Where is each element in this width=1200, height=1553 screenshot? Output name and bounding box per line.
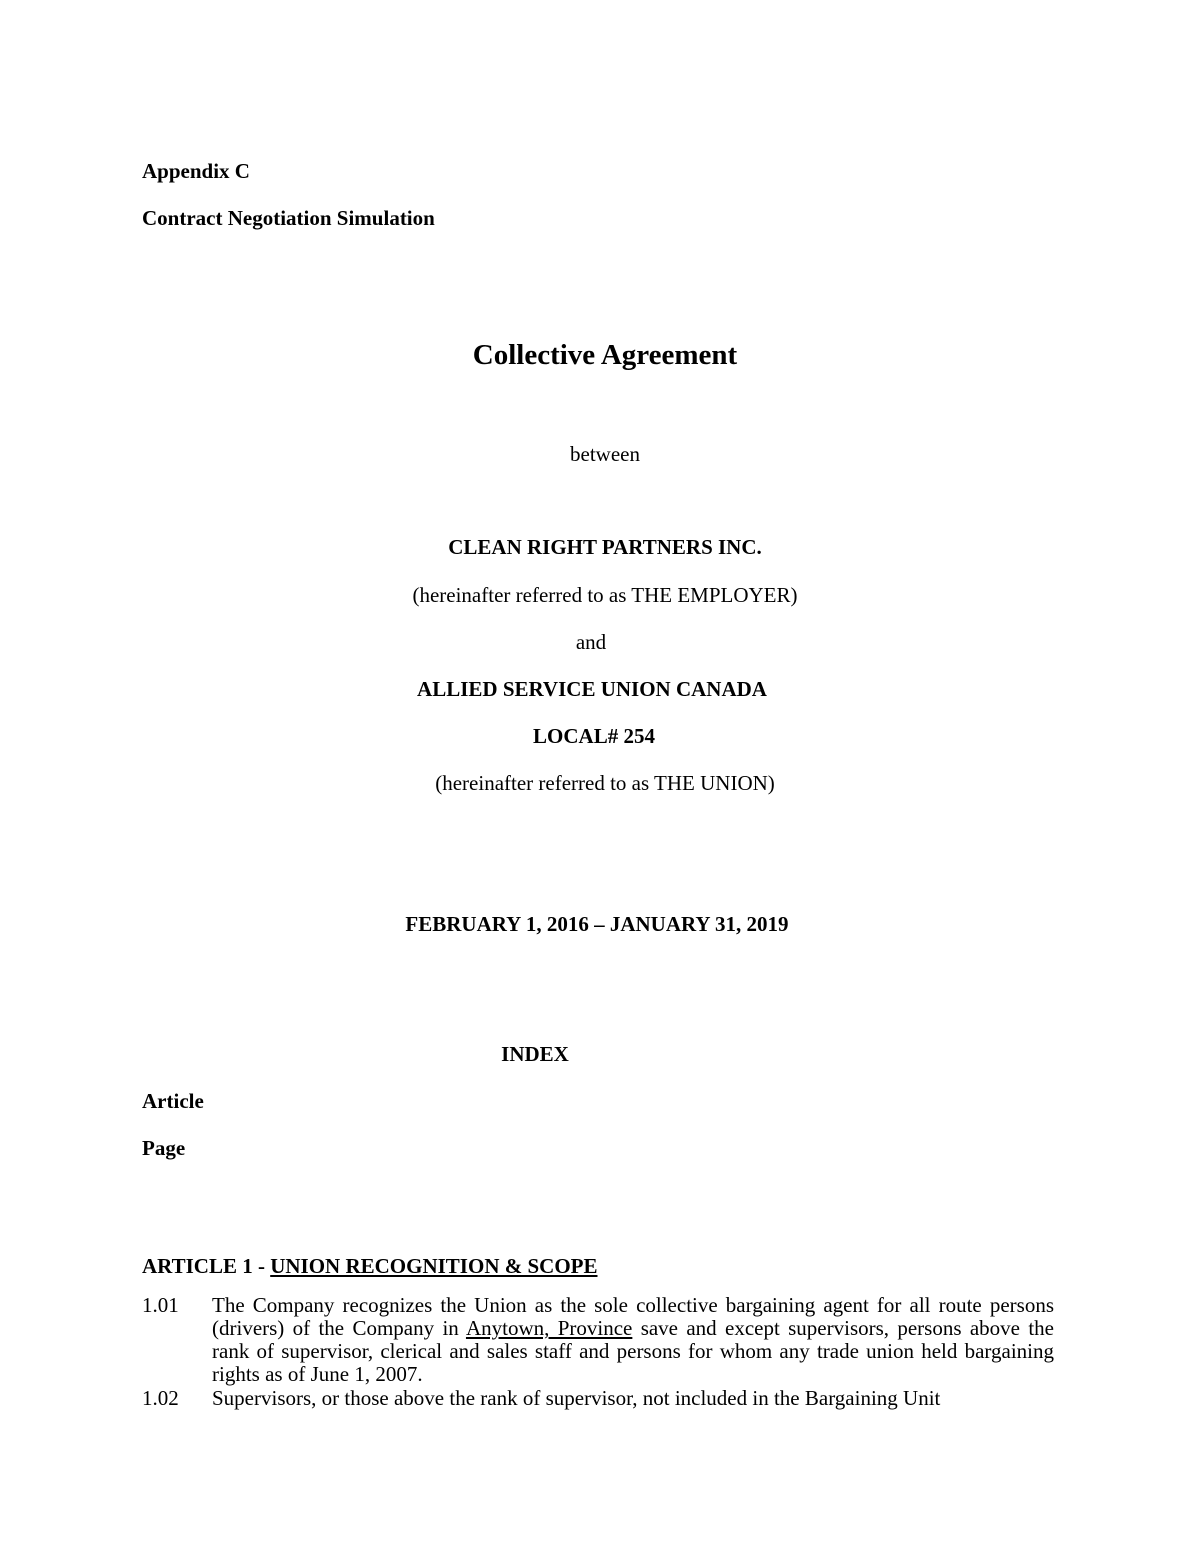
between-text: between (570, 442, 640, 466)
employer-referred: (hereinafter referred to as THE EMPLOYER) (412, 583, 798, 607)
clause-number: 1.02 (142, 1386, 179, 1410)
index-page-label: Page (142, 1136, 186, 1160)
agreement-term: FEBRUARY 1, 2016 – JANUARY 31, 2019 (405, 912, 789, 936)
appendix-label: Appendix C (142, 159, 250, 183)
union-local: LOCAL# 254 (533, 724, 655, 748)
and-text: and (575, 630, 607, 654)
index-article-label: Article (142, 1089, 204, 1113)
clause-1-01 (142, 1294, 1054, 1386)
index-heading: INDEX (501, 1042, 569, 1066)
agreement-title: Collective Agreement (472, 339, 738, 371)
employer-name: CLEAN RIGHT PARTNERS INC. (448, 535, 762, 559)
article-1-title: UNION RECOGNITION & SCOPE (270, 1254, 598, 1278)
document-subtitle: Contract Negotiation Simulation (142, 206, 435, 230)
clause-text: The Company recognizes the Union as the sole collective bargaining agent for all route persons (drivers) of the Company in Anytown, Province save and except supervisors, persons above the rank of supervisor, clerical and sales staff and persons for whom any trade union held bargaining rights as of June 1, 2007. (212, 1293, 1054, 1386)
clause-number: 1.01 (142, 1293, 179, 1317)
clause-text: Supervisors, or those above the rank of supervisor, not included in the Bargaining Unit (212, 1386, 941, 1410)
union-referred: (hereinafter referred to as THE UNION) (435, 771, 775, 795)
location-text: Anytown, Province (465, 1316, 633, 1340)
article-1-heading (142, 1254, 598, 1279)
union-name: ALLIED SERVICE UNION CANADA (417, 677, 767, 701)
article-1-prefix: ARTICLE 1 - (142, 1254, 271, 1278)
clause-1-02 (142, 1387, 1054, 1410)
